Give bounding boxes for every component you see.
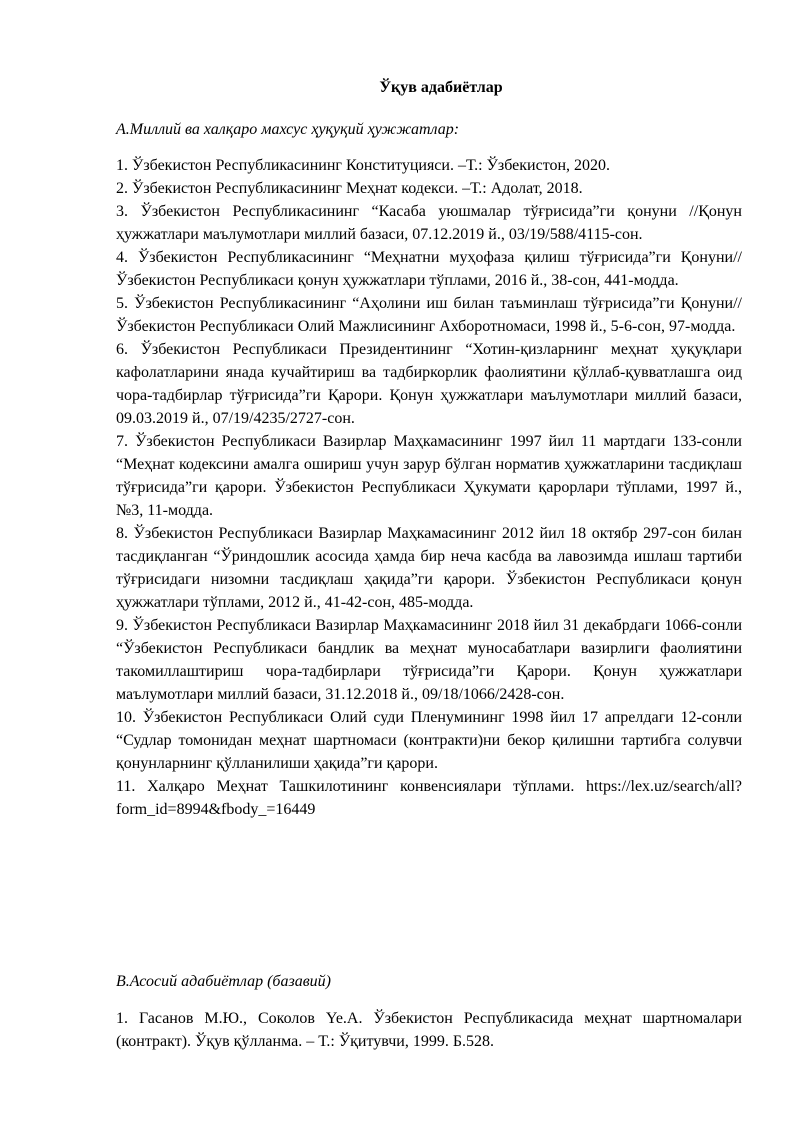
section-heading-basic-literature: B.Асосий адабиётлар (базавий) — [116, 973, 331, 990]
list-item: 7. Ўзбекистон Республикаси Вазирлар Маҳкамасининг 1997 йил 11 мартдаги 133-сонли “Меҳнат кодексини амалга ошириш учун зарур бўлган норматив ҳужжатларини тасдиқлаш тўғрисида”ги қарори. Ўзбекистон Республикаси Ҳукумати қарорлари тўплами, 1997 й., №3, 11-модда. — [116, 433, 742, 519]
list-item: 2. Ўзбекистон Республикасининг Меҳнат кодекси. –Т.: Адолат, 2018. — [116, 180, 583, 197]
list-item: 1. Ўзбекистон Республикасининг Конституцияси. –Т.: Ўзбекистон, 2020. — [116, 157, 611, 174]
list-item: 4. Ўзбекистон Республикасининг “Меҳнатни муҳофаза қилиш тўғрисида”ги Қонуни//Ўзбекистон Республикаси қонун ҳужжатлари тўплами, 2016 й., 38-сон, 441-модда. — [116, 249, 742, 289]
section-heading-legal-documents: A.Миллий ва халқаро махсус ҳуқуқий ҳужжатлар: — [116, 121, 460, 138]
list-item: 11. Халқаро Меҳнат Ташкилотининг конвенсиялари тўплами. https://lex.uz/search/all?form_id=8994&fbody_=16449 — [116, 778, 742, 818]
page-title: Ўқув адабиётлар — [379, 79, 503, 96]
list-item: 6. Ўзбекистон Республикаси Президентининг “Хотин-қизларнинг меҳнат ҳуқуқлари кафолатларини янада кучайтириш ва тадбиркорлик фаолиятини қўллаб-қувватлашга оид чора-тадбирлар тўғрисида”ги Қарори. Қонун ҳужжатлари маълумотлари миллий базаси, 09.03.2019 й., 07/19/4235/2727-сон. — [116, 341, 742, 427]
list-item: 9. Ўзбекистон Республикаси Вазирлар Маҳкамасининг 2018 йил 31 декабрдаги 1066-сонли “Ўзбекистон Республикаси бандлик ва меҳнат муносабатлари вазирлиги фаолиятини такомиллаштириш чора-тадбирлари тўғрисида”ги Қарори. Қонун ҳужжатлари маълумотлари миллий базаси, 31.12.2018 й., 09/18/1066/2428-сон. — [116, 617, 742, 703]
basic-literature-list — [116, 1007, 742, 1053]
list-item: 8. Ўзбекистон Республикаси Вазирлар Маҳкамасининг 2012 йил 18 октябр 297-сон билан тасдиқланган “Ўриндошлик асосида ҳамда бир неча касбда ва лавозимда ишлаш тартиби тўғрисидаги низомни тасдиқлаш ҳақида”ги қарори. Ўзбекистон Республикаси қонун ҳужжатлари тўплами, 2012 й., 41-42-сон, 485-модда. — [116, 525, 742, 611]
list-item: 3. Ўзбекистон Республикасининг “Касаба уюшмалар тўғрисида”ги қонуни //Қонун ҳужжатлари маълумотлари миллий базаси, 07.12.2019 й., 03/19/588/4115-сон. — [116, 203, 742, 243]
list-item: 5. Ўзбекистон Республикасининг “Аҳолини иш билан таъминлаш тўғрисида”ги Қонуни// Ўзбекистон Республикаси Олий Мажлисининг Ахборотномаси, 1998 й., 5-6-сон, 97-модда. — [116, 295, 742, 335]
list-item: 10. Ўзбекистон Республикаси Олий суди Пленумининг 1998 йил 17 апрелдаги 12-сонли “Судлар томонидан меҳнат шартномаси (контракти)ни бекор қилишни тартибга солувчи қонунларнинг қўлланилиши ҳақида”ги қарори. — [116, 709, 742, 772]
legal-documents-list — [116, 154, 742, 821]
list-item: 1. Гасанов М.Ю., Соколов Ye.A. Ўзбекистон Республикасида меҳнат шартномалари (контракт). Ўқув қўлланма. – Т.: Ўқитувчи, 1999. Б.528. — [116, 1010, 742, 1050]
